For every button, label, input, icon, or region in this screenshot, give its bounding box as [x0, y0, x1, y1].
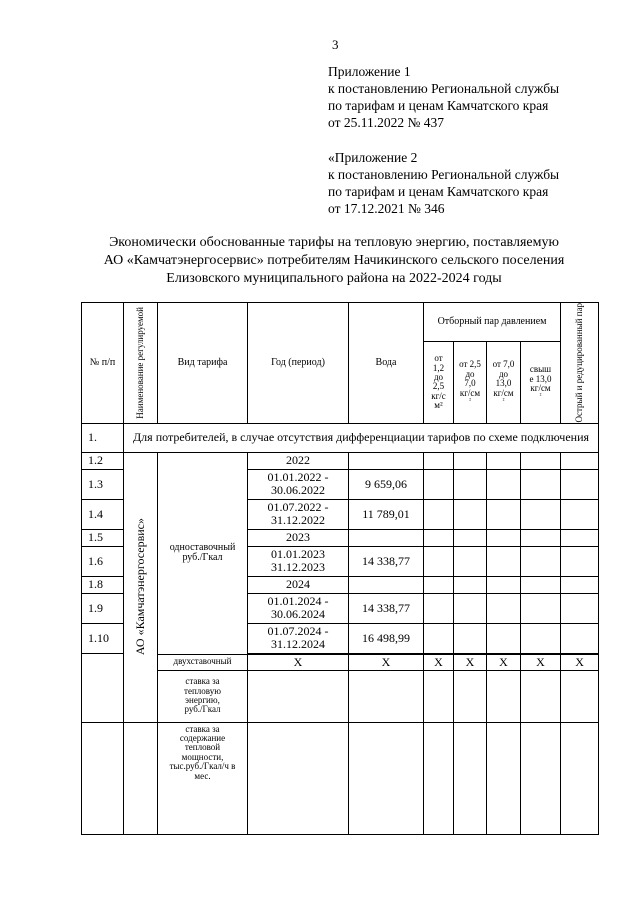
empty-cell: [521, 722, 561, 834]
water-cell: 14 338,77: [349, 546, 424, 576]
header-steam-2-part: ²: [469, 398, 471, 405]
energy-rate-part: тепловую: [184, 685, 221, 696]
period-end: 31.12.2024: [271, 637, 325, 651]
empty-cell: [561, 452, 599, 469]
empty-cell: [454, 546, 487, 576]
page-number: 3: [332, 37, 339, 52]
empty-cell: [487, 670, 521, 722]
empty-cell: [454, 593, 487, 623]
empty-cell: [561, 593, 599, 623]
row-number: 1.3: [82, 469, 124, 499]
water-cell: [349, 576, 424, 593]
period-end: 30.06.2024: [271, 607, 325, 621]
empty-cell: [487, 593, 521, 623]
empty-cell: [521, 623, 561, 653]
capacity-rate-part: мес.: [194, 770, 211, 781]
x-mark: X: [454, 654, 487, 670]
section-row: [82, 423, 599, 452]
empty-cell: [424, 499, 454, 529]
header-steam-4-part: ²: [539, 393, 542, 400]
appendix-2-line: «Приложение 2: [328, 150, 418, 165]
empty-cell: [424, 529, 454, 546]
empty-cell: [487, 623, 521, 653]
header-tariff-type: Вид тарифа: [158, 303, 248, 424]
two-rate-row: [82, 654, 599, 670]
row-number: 1.5: [82, 529, 124, 546]
header-steam-4-part: е 13,0: [529, 373, 552, 384]
header-steam-1: [424, 342, 454, 423]
tariff-table: [81, 302, 599, 835]
header-sharp-steam: [561, 303, 599, 424]
row-number: 1.10: [82, 623, 124, 653]
title-line: АО «Камчатэнергосервис» потребителям Начикинского сельского поселения: [103, 253, 565, 268]
row-number: 1.2: [82, 452, 124, 469]
capacity-rate-label: [158, 722, 248, 834]
x-mark: X: [561, 654, 599, 670]
empty-cell: [487, 452, 521, 469]
header-steam-4: [521, 342, 561, 423]
header-steam-2: [454, 342, 487, 423]
header-sharp-steam-label: Острый и редуцированный пар: [573, 303, 584, 423]
period-end: 30.06.2022: [271, 483, 325, 497]
water-cell: 16 498,99: [349, 623, 424, 653]
header-steam-1-part: 2,5: [432, 381, 445, 392]
empty-cell: [561, 576, 599, 593]
header-steam-2-part: кг/см: [459, 387, 481, 398]
empty-cell: [521, 576, 561, 593]
period-start: 01.01.2022 -: [267, 470, 329, 485]
header-steam-3-part: ²: [502, 398, 505, 405]
period-end: 31.12.2023: [271, 560, 325, 574]
header-steam-2-part: до: [465, 368, 475, 379]
appendix-1-line: по тарифам и ценам Камчатского края: [328, 98, 549, 113]
energy-rate-row: [82, 670, 599, 722]
period-cell: [248, 499, 349, 529]
header-steam-2-part: от 2,5: [459, 359, 481, 370]
water-cell: 14 338,77: [349, 593, 424, 623]
header-water: Вода: [349, 303, 424, 424]
period-cell: 2023: [248, 529, 349, 546]
empty-cell: [487, 722, 521, 834]
empty-cell: [454, 499, 487, 529]
document-title: [60, 234, 608, 288]
empty-cell: [349, 670, 424, 722]
empty-cell: [521, 593, 561, 623]
empty-cell: [454, 670, 487, 722]
header-steam-3-part: от 7,0: [492, 359, 515, 370]
empty-cell: [454, 452, 487, 469]
empty-cell: [424, 452, 454, 469]
appendix-1-line: от 25.11.2022 № 437: [328, 115, 444, 130]
energy-rate-part: руб./Гкал: [184, 704, 221, 715]
energy-rate-part: энергию,: [185, 695, 220, 705]
empty-cell: [454, 469, 487, 499]
x-mark: X: [248, 654, 349, 670]
energy-rate-label: [158, 670, 248, 722]
header-steam-3-part: до: [498, 368, 509, 379]
x-mark: X: [521, 654, 561, 670]
empty-cell: [521, 670, 561, 722]
capacity-rate-part: содержание: [179, 732, 226, 743]
header-steam-1-part: кг/с: [431, 390, 446, 401]
header-steam-3: [487, 342, 521, 423]
header-num: № п/п: [82, 303, 124, 424]
header-org-label: Наименование регулируемой: [134, 306, 145, 419]
empty-cell: [561, 546, 599, 576]
empty-cell: [521, 469, 561, 499]
appendix-2-header: [328, 149, 559, 217]
empty-cell: [424, 546, 454, 576]
org-name-cell: [124, 452, 158, 722]
x-mark: X: [349, 654, 424, 670]
header-steam-3-part: 13,0: [495, 378, 512, 389]
row-number: 1.9: [82, 593, 124, 623]
appendix-1-line: к постановлению Региональной службы: [328, 81, 560, 96]
water-cell: [349, 529, 424, 546]
empty-cell: [561, 499, 599, 529]
period-start: 01.01.2023: [271, 547, 325, 562]
single-rate-label: одноставочный: [169, 541, 236, 553]
single-rate-cell: [158, 452, 248, 654]
header-steam-1-part: м²: [434, 400, 443, 411]
section-number: 1.: [82, 423, 124, 452]
appendix-2-line: от 17.12.2021 № 346: [328, 201, 445, 216]
period-cell: 2022: [248, 452, 349, 469]
section-title: Для потребителей, в случае отсутствия дифференциации тарифов по схеме подключения: [124, 423, 599, 452]
empty-cell: [349, 722, 424, 834]
period-cell: [248, 546, 349, 576]
header-steam-4-part: свыш: [529, 364, 552, 375]
org-name: АО «Камчатэнергосервис»: [133, 518, 148, 656]
header-steam-1-part: от: [434, 353, 443, 364]
two-rate-label: двухставочный: [158, 654, 248, 670]
capacity-rate-part: тыс.руб./Гкал/ч в: [169, 761, 236, 772]
header-steam-1-part: 1,2: [432, 362, 445, 373]
row-number: 1.4: [82, 499, 124, 529]
title-line: Экономически обоснованные тарифы на тепловую энергию, поставляемую: [109, 235, 559, 250]
empty-cell: [454, 576, 487, 593]
appendix-1-header: [328, 63, 559, 131]
empty-cell: [487, 499, 521, 529]
empty-cell: [424, 576, 454, 593]
empty-cell: [454, 722, 487, 834]
header-period: Год (период): [248, 303, 349, 424]
header-steam-group: Отборный пар давлением: [424, 303, 561, 342]
appendix-2-line: по тарифам и ценам Камчатского края: [328, 184, 549, 199]
empty-cell: [487, 529, 521, 546]
period-cell: 2024: [248, 576, 349, 593]
period-start: 01.07.2024 -: [267, 624, 329, 639]
period-cell: [248, 469, 349, 499]
title-line: Елизовского муниципального района на 2022-2024 годы: [166, 271, 502, 286]
period-cell: [248, 593, 349, 623]
capacity-rate-part: ставка за: [185, 723, 220, 734]
empty-cell: [487, 469, 521, 499]
x-mark: X: [424, 654, 454, 670]
empty-cell: [424, 469, 454, 499]
empty-cell: [487, 546, 521, 576]
x-mark: X: [487, 654, 521, 670]
empty-cell: [454, 623, 487, 653]
empty-cell: [424, 593, 454, 623]
header-steam-2-part: 7,0: [464, 378, 476, 389]
empty-org-cell: [124, 722, 158, 834]
period-start: 01.01.2024 -: [267, 594, 329, 609]
empty-cell: [521, 452, 561, 469]
empty-cell: [454, 529, 487, 546]
empty-cell: [561, 469, 599, 499]
header-steam-4-part: кг/см: [530, 383, 551, 394]
capacity-rate-part: тепловой: [184, 742, 221, 753]
appendix-1-line: Приложение 1: [328, 64, 411, 79]
empty-cell: [561, 722, 599, 834]
row-number: 1.8: [82, 576, 124, 593]
period-end: 31.12.2022: [271, 513, 325, 527]
row-number: 1.6: [82, 546, 124, 576]
header-row: [82, 303, 599, 342]
empty-cell: [424, 670, 454, 722]
water-cell: 9 659,06: [349, 469, 424, 499]
empty-cell: [248, 722, 349, 834]
empty-cell: [561, 670, 599, 722]
empty-cell: [424, 623, 454, 653]
appendix-2-line: к постановлению Региональной службы: [328, 167, 560, 182]
header-steam-3-part: кг/см: [493, 387, 514, 398]
capacity-rate-row: [82, 722, 599, 834]
water-cell: 11 789,01: [349, 499, 424, 529]
header-steam-1-part: до: [433, 372, 444, 383]
header-org: [124, 303, 158, 424]
capacity-rate-part: мощности,: [181, 751, 224, 762]
empty-cell: [248, 670, 349, 722]
single-rate-unit: руб./Гкал: [182, 552, 223, 563]
energy-rate-part: ставка за: [185, 676, 220, 687]
period-start: 01.07.2022 -: [267, 500, 329, 515]
empty-cell: [521, 529, 561, 546]
empty-cell: [561, 529, 599, 546]
empty-cell: [424, 722, 454, 834]
empty-cell: [521, 499, 561, 529]
empty-cell: [561, 623, 599, 653]
empty-num-cell: [82, 653, 124, 722]
period-cell: [248, 623, 349, 653]
table-row: [82, 452, 599, 469]
empty-cell: [487, 576, 521, 593]
empty-num-cell: [82, 722, 124, 834]
water-cell: [349, 452, 424, 469]
empty-cell: [521, 546, 561, 576]
